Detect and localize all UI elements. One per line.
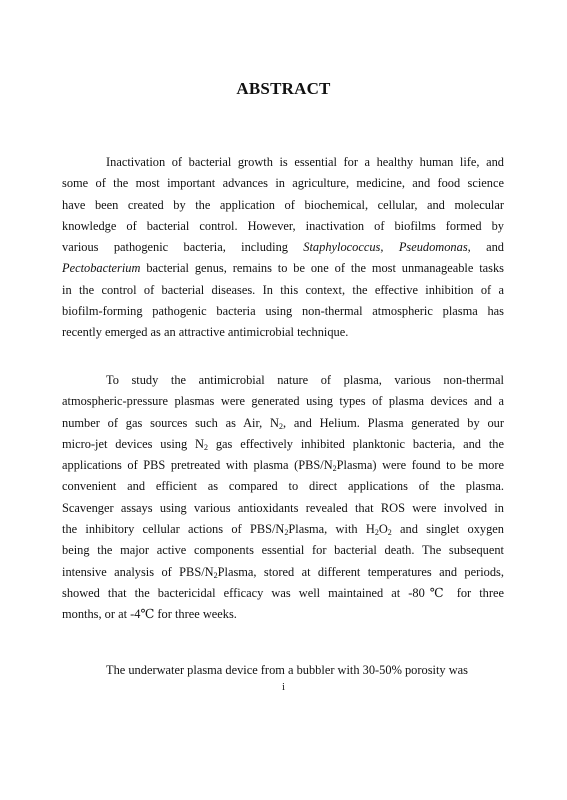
abstract-paragraph-2 — [62, 370, 504, 626]
text-line: in the control of bacterial diseases. In this context, the effective inhibition of a — [62, 282, 504, 297]
text-line: applications of PBS pretreated with plasma $(PBS/N_2Plasma)$ were found to be more — [62, 458, 504, 474]
text-line: biofilm-forming pathogenic bacteria using non-thermal atmospheric plasma has — [62, 304, 504, 319]
text-line: knowledge of bacterial control. However, inactivation of biofilms formed by — [62, 218, 504, 233]
text-line: showed that the bactericidal efficacy was well maintained at -80℃ for three — [62, 585, 504, 600]
text-line: intensive analysis of PBS/$N_2Plasma$, stored at different temperatures and periods, — [62, 564, 504, 580]
text-line: various pathogenic bacteria, including Staphylococcus, Pseudomonas, and — [62, 240, 504, 255]
text-line: some of the most important advances in agriculture, medicine, and food science — [62, 176, 504, 191]
text-line: Inactivation of bacterial growth is essential for a healthy human life, and — [106, 155, 504, 169]
text-line: number of gas sources such as Air, $N_2$, and Helium. Plasma generated by our — [62, 415, 504, 431]
text-line: Scavenger assays using various antioxidants revealed that ROS were involved in — [62, 500, 504, 515]
text-line: recently emerged as an attractive antimicrobial technique. — [62, 325, 349, 340]
text-line: The underwater plasma device from a bubbler with 30-50% porosity was — [106, 663, 468, 677]
text-line: being the major active components essential for bacterial death. The subsequent — [62, 543, 504, 558]
text-line: months, or at -4℃ for three weeks. — [62, 607, 237, 622]
text-line: the inhibitory cellular actions of PBS/$N_2Plasma$, with $H_2O_2$ and singlet oxygen — [62, 522, 504, 538]
text-line: Pectobacterium bacterial genus, remains to be one of the most unmanageable tasks — [62, 261, 504, 276]
text-line: micro-jet devices using $N_2$ gas effectively inhibited planktonic bacteria, and the — [62, 436, 504, 452]
italic-term: Pectobacterium — [62, 261, 141, 276]
text-line: To study the antimicrobial nature of plasma, various non-thermal — [106, 373, 504, 387]
abstract-paragraph-1 — [62, 152, 504, 344]
text-line: atmospheric-pressure plasmas were generated using types of plasma devices and a — [62, 394, 504, 409]
italic-term: Pseudomonas, — [398, 240, 471, 255]
text-line: have been created by the application of biochemical, cellular, and molecular — [62, 197, 504, 212]
page-title: ABSTRACT — [236, 79, 331, 98]
abstract-paragraph-3 — [62, 660, 504, 681]
italic-term: Staphylococcus, — [303, 240, 384, 255]
page-number: i — [281, 681, 286, 693]
text-line: convenient and efficient as compared to direct applications of the plasma. — [62, 479, 504, 494]
